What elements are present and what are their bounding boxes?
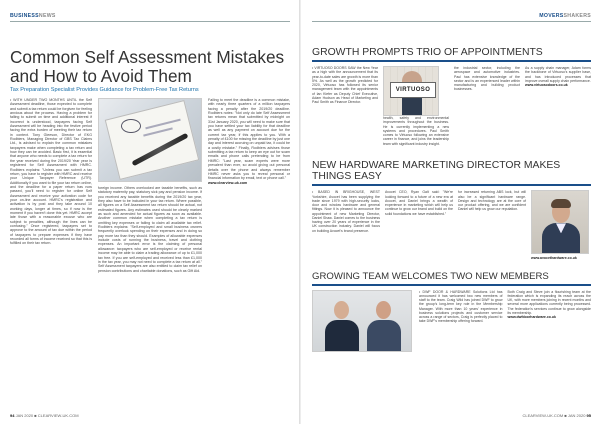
page-number: 94 [10, 413, 15, 418]
column-text: Failing to meet the deadline is a common mistake, with nearly three quarters of a million taxpayers facing a penalty after the 2019/20 deadline. Rodbiers notes: "Not only do late Self Assessment tax returns mean that submitted by midnight on 31st January 2020, you will need to make sure that you have settled your tax liability for that deadline as well as any payment on account due for the current tax year, if this applies to you. With a penalty of £100 for missing the deadline by just one day and interest accruing on unpaid tax, it could be a costly mistake." Finally, Rodbiers advises those submitting a tax return to keep an eye out for scam emails and phone calls pretending to be from HMRC: "Last year, scam experts were more prevalent than ever, so avoid giving out personal details over the phone and always remember HMRC never asks you to reveal personal or financial information by email, text or phone call." [208, 98, 290, 181]
story-photo-column [312, 290, 414, 352]
story-column-2 [385, 190, 453, 260]
column-text: the industrial sector, including the aerospace and automotive industries. Paul has extensive knowledge of the sector and is an experienced leader within manufacturing and building product businesses. [454, 66, 520, 92]
headline-rule [312, 60, 591, 62]
article-column-1 [10, 98, 92, 273]
story-column-4 [531, 190, 591, 260]
person-body [325, 320, 359, 352]
section-label-part-b: NEWS [38, 13, 56, 19]
column-text: Avocet CEO, Ryan Galt said: "We're looking forward to a future of a new era at Avocet, and Daniel brings a wealth of experience in marketing which will help us continue to grow our brand and build on the solid foundations we have established." [385, 190, 453, 216]
article-headline: Common Self Assessment Mistakes and How to Avoid Them [10, 47, 285, 86]
story-headline: GROWING TEAM WELCOMES TWO NEW MEMBERS [312, 270, 549, 282]
section-rule [10, 21, 290, 22]
column-text: • BASED IN BRIGHOUSE, WEST Yorkshire, Avocet has been supplying the trade since 1979 with high-security locks, door and window hardware and general fittings. Now it is pleased to announce the appointment of new Marketing Director, Daniel Shaw. Daniel comes to the business having over 20 years of experience in the UK construction industry. Daniel will focus on building Avocet's brand presence. [312, 190, 380, 233]
story-body [312, 190, 591, 260]
story-url[interactable]: www.dwfdoorhardware.co.uk [507, 315, 556, 320]
story-column-2 [508, 290, 592, 352]
page-footer [522, 413, 591, 418]
story-column-2 [383, 66, 449, 146]
footer-text: CLEARVIEW-UK.COM ■ JAN 2020 [522, 413, 586, 418]
story-column-3 [454, 66, 520, 146]
right-page [300, 0, 600, 424]
story-column-3 [458, 190, 526, 260]
column-text: for increased returning ABS lock, but will also be a significant hardware range. Design and technology are at the core of our product offering, and we are confident Daniel will help us grow our reputation. [458, 190, 526, 212]
article-url[interactable]: www.clearview-uk.com [208, 180, 248, 185]
section-rule [312, 21, 591, 22]
article-body [10, 98, 290, 273]
column-text: foreign income. Others overlooked are taxable benefits, such as statutory maternity pay, statutory sick pay and pension income. If you received any taxable benefits during the 2019/20 tax year, they also have to be included in your tax return. Where possible, all figures on a Self Assessment tax return should be actual, not estimated figures. Any estimates used should be clearly marked as such and amended for actual figures as soon as available. Another common mistake when completing a tax return is omitting key expenses or failing to claim all available tax relief. Rodbiers explains: "Self-employed and small business owners frequently overlook spending on their expenses and in doing so pay more tax than they should. Examples of allowable expenses include costs of running the business, travel and clothing expenses. An important error is the claiming of personal allowance: taxpayers who are self-employed or receive rental income may be able to claim a trading allowance of up to £1,000 tax free. If you are self-employed and received less than £1,000 in the tax year, you may not need to complete a tax return at all." Self Assessment taxpayers are also entitled to claim tax relief on pension contributions and charitable donations, such as Gift Aid. [98, 186, 202, 273]
section-label [10, 13, 290, 19]
column-text: Both Craig and Steve join a flourishing team at the federation which is expanding its reach across the UK, with more members joining in recent months and several more applications currently being processed. The federation's services continue to grow alongside its membership. [507, 289, 591, 315]
story-url[interactable]: www.avocethardware.co.uk [531, 256, 577, 261]
column-text: • DWF DOOR & HARDWARE Solutions Ltd has announced it has welcomed two new members of staff to the team. Craig Wild has joined DWF to grow the group's long-term key role in the Membership Manager. With more than 10 years' experience in business solutions projects and customer service across a range of sectors, Craig is perfectly placed to take DWF's membership offering forward. [419, 289, 503, 324]
story-headline: NEW HARDWARE MARKETING DIRECTOR MAKES THINGS EASY [312, 159, 561, 183]
column-text: As a supply chain manager, Adam forms the backbone of Virtuoso's supplier base, and has introduced processes that improve overall supply chain performance. [525, 66, 591, 83]
tax-form-logo [121, 119, 141, 133]
story-column-1 [312, 190, 380, 260]
story-body [312, 290, 591, 352]
column-text: • WITH UNDER TWO MONTHS UNTIL the Self Assessment deadline, those expected to complete and submit a tax return could be forgiven for feeling anxious about the process. Having a problem for falling to submit on time and additional interest if incorrect is understood, taxpayers facing Self Assessment will be heading into the festive period facing the extra burden of meeting their tax return in context. Tony Gleeson, Director of EKG Rodbiers, Managing Director of GBS Tax Claims Ltd., is advised to explain the common mistakes taxpayers make when completing a tax return and how they can be avoided. Basic first, it is essential that anyone who needs to complete a tax return for the year received during the 2019/20 Year year is registered for Self Assessment with HMRC. Rodbiers explains: "Unless you can submit a tax return, you have to register with HMRC and receive your Unique Taxpayer Reference (UTR). Additionally if you want to file your tax return online, and the deadline for a paper return has now passed, you'll need to register for online Self Assessment and receive your activation code for your on-line account. HMRC's registration and activation is by post and they take around 10 working days, longer at times, so if now is the moment if you haven't done this yet. HMRC accept late those with a reasonable excuse who are subject to penalties, although the lines can be confusing." Once registered, taxpayers set to approve to the amount of tax due within the period of taxpayers to prepare expenses if they have recorded all forms of income received so that this is fulfilled on their tax return. [10, 98, 92, 246]
story-body [312, 66, 591, 146]
column-text: • VIRTUOSO DOORS SAW the New Year as a high with the announcement that its year-to-date sales are growth is more than 5%. As well as the growth predicted for 2020, Virtuoso has followed its senior management team with the appointments of Ian Kiefer as Deputy Chief Executive, Adam Hudson as Head of Marketing and Paul Smith as Finance Director. [312, 66, 378, 104]
article-subtitle: Tax Preparation Specialist Provides Guidance for Problem-Free Tax Returns [10, 87, 199, 93]
article-column-3 [208, 98, 290, 273]
story-column-1 [419, 290, 503, 352]
story-column-4 [525, 66, 591, 146]
team-photo [312, 290, 412, 352]
person-hair [551, 199, 571, 208]
person-figure [367, 301, 401, 352]
page-number: 95 [586, 413, 591, 418]
headline-rule [312, 284, 591, 286]
tax-form-paper [105, 100, 200, 180]
page-footer [10, 413, 79, 418]
person-figure [325, 301, 359, 352]
headshot-photo [531, 190, 589, 254]
headline-rule [312, 184, 591, 186]
virtuoso-photo [383, 66, 439, 116]
story-url[interactable]: www.virtuosodoors.co.uk [525, 83, 568, 87]
footer-text: JAN 2020 ■ CLEARVIEW-UK.COM [15, 413, 79, 418]
person-body [367, 320, 401, 352]
article-column-2 [98, 98, 202, 273]
section-label-part-a: BUSINESS [10, 13, 39, 19]
person-head [376, 301, 391, 319]
section-label [312, 13, 591, 19]
virtuoso-sign: VIRTUOSO [390, 82, 436, 98]
person-head [334, 301, 349, 319]
story-column-1 [312, 66, 378, 146]
column-text: health, safety and environmental improvements throughout the business. He is currently implementing a new systems and procedures. Paul Smith comes to Virtuoso following an extensive career in finance, and joins the leadership team with significant industry insight. [383, 116, 449, 146]
section-label-part-a: MOVERS [539, 13, 564, 19]
tax-return-photo [98, 98, 202, 182]
story-headline: GROWTH PROMPTS TRIO OF APPOINTMENTS [312, 47, 543, 58]
section-label-part-b: SHAKERS [563, 13, 591, 19]
